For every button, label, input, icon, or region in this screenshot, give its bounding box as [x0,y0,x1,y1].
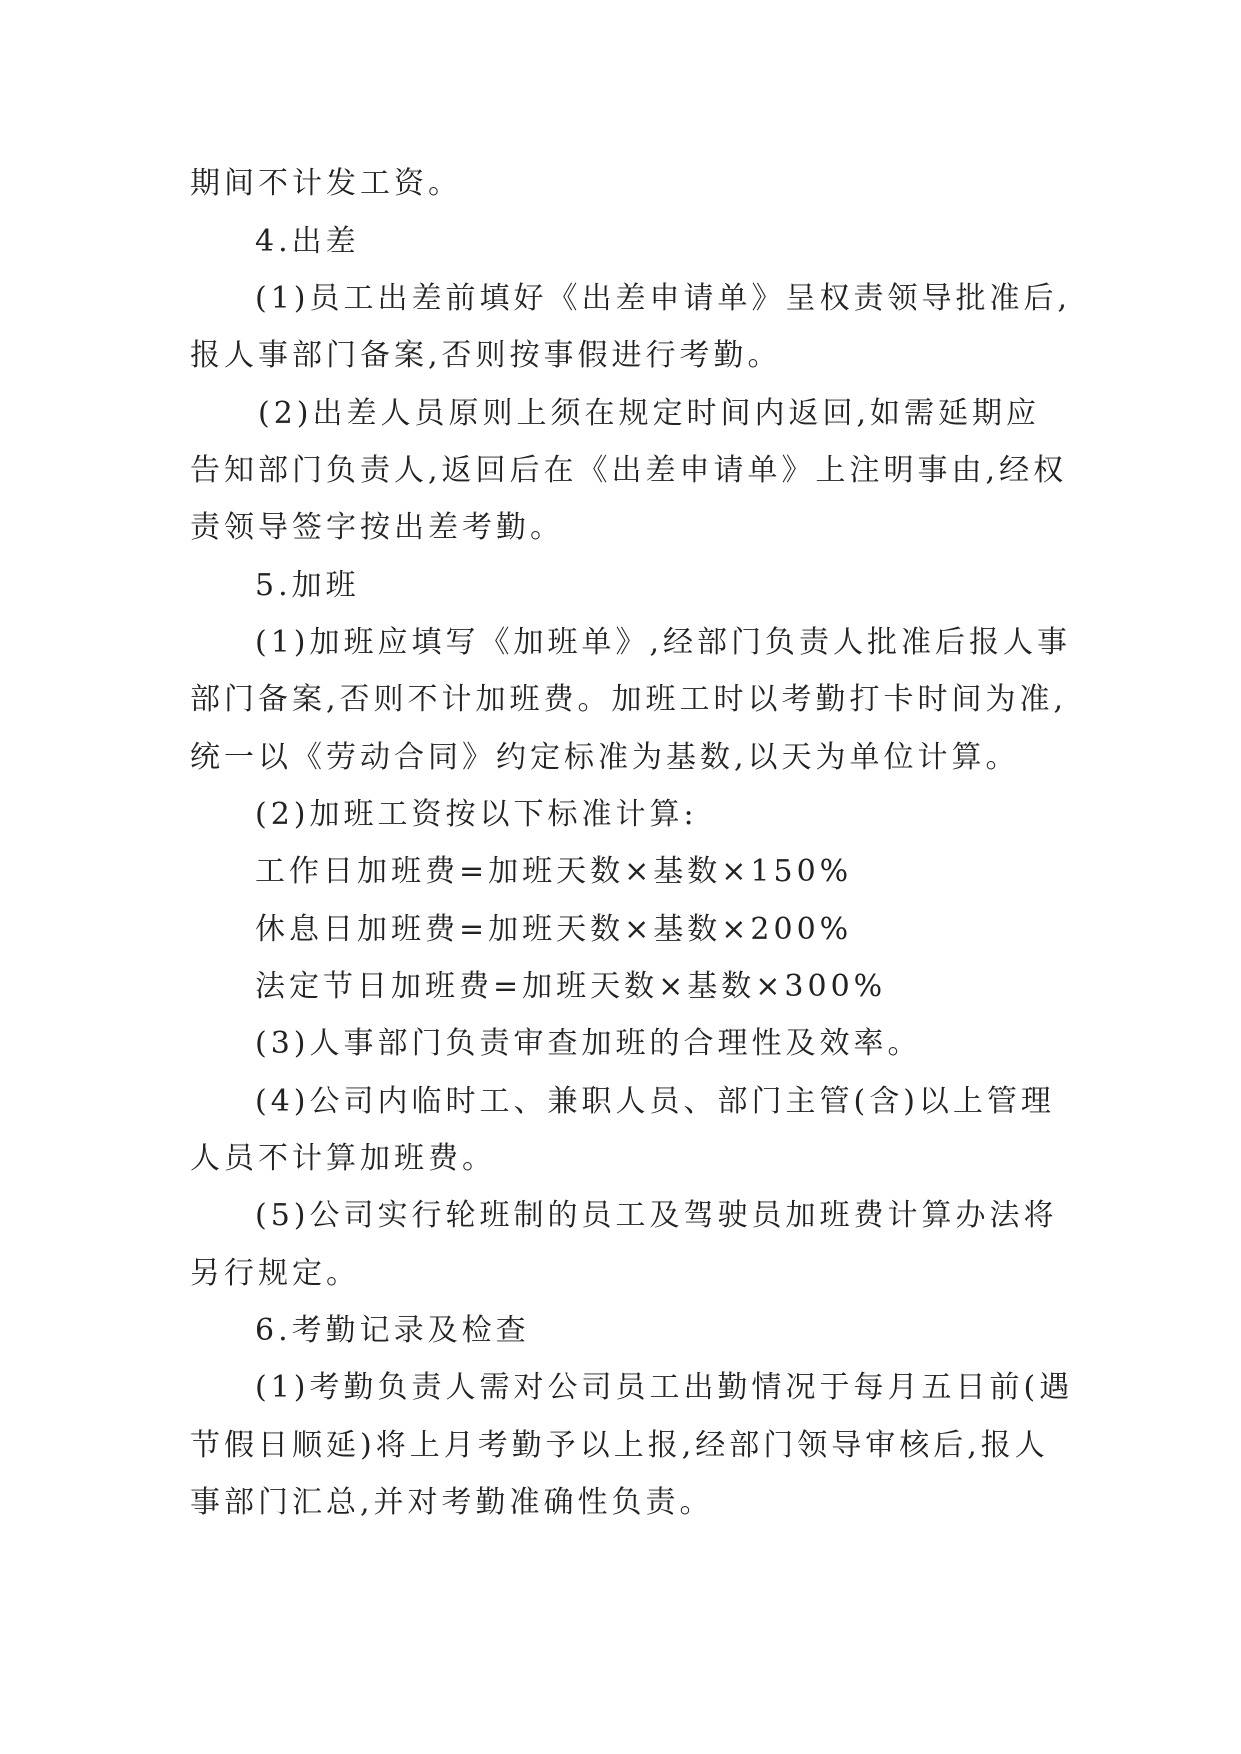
text-line: 责领导签字按出差考勤。 [190,510,564,545]
text-line: 人员不计算加班费。 [190,1141,496,1176]
text-line: 统一以《劳动合同》约定标准为基数,以天为单位计算。 [190,740,1020,775]
text-line: 节假日顺延)将上月考勤予以上报,经部门领导审核后,报人 [190,1428,1049,1463]
text-line: (4)公司内临时工、兼职人员、部门主管(含)以上管理 [255,1084,1055,1119]
section-heading: 6.考勤记录及检查 [255,1313,530,1348]
text-line: (2)加班工资按以下标准计算: [255,797,698,832]
section-heading: 4.出差 [255,224,360,259]
text-line: 期间不计发工资。 [190,166,462,201]
text-line: (3)人事部门负责审查加班的合理性及效率。 [255,1026,922,1061]
section-heading: 5.加班 [255,568,360,603]
text-line: (1)考勤负责人需对公司员工出勤情况于每月五日前(遇 [255,1370,1074,1405]
formula-line: 休息日加班费=加班天数×基数×200% [255,912,853,947]
text-line: 报人事部门备案,否则按事假进行考勤。 [190,338,782,373]
text-line: 另行规定。 [190,1256,360,1291]
text-line: 告知部门负责人,返回后在《出差申请单》上注明事由,经权 [190,453,1068,488]
formula-line: 工作日加班费=加班天数×基数×150% [255,854,853,889]
text-line: (2)出差人员原则上须在规定时间内返回,如需延期应 [258,396,1041,431]
text-line: 部门备案,否则不计加班费。加班工时以考勤打卡时间为准, [190,682,1068,717]
text-line: 事部门汇总,并对考勤准确性负责。 [190,1485,714,1520]
text-line: (1)加班应填写《加班单》,经部门负责人批准后报人事 [255,625,1072,660]
formula-line: 法定节日加班费=加班天数×基数×300% [255,969,887,1004]
text-line: (5)公司实行轮班制的员工及驾驶员加班费计算办法将 [255,1198,1058,1233]
text-line: (1)员工出差前填好《出差申请单》呈权责领导批准后, [255,281,1072,316]
